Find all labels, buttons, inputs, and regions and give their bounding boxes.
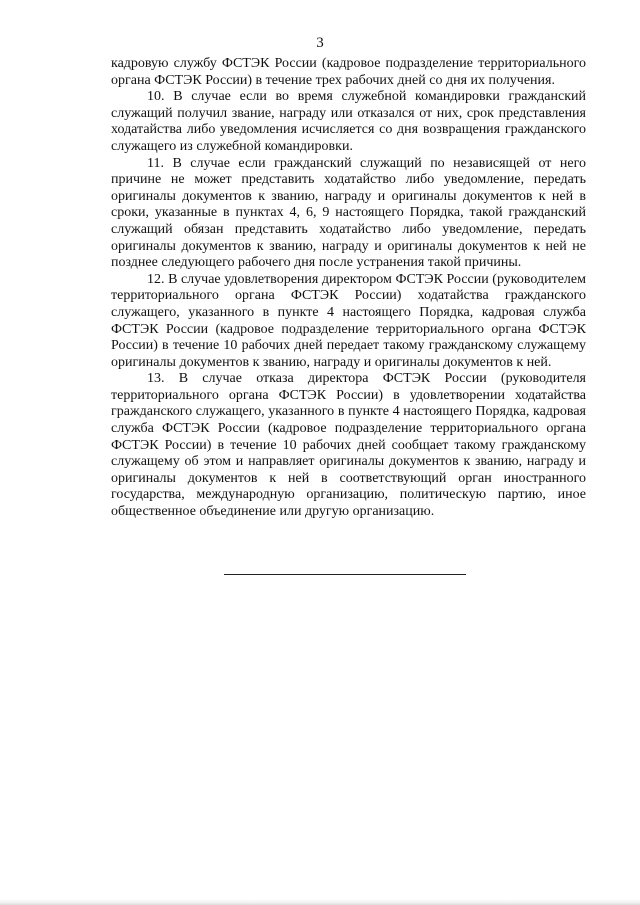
paragraph-11: 11. В случае если гражданский служащий по независящей от него причине не может представить ходатайство либо уведомление, передать оригиналы документов к званию, награду и оригиналы документов к ней в сроки, указанные в пунктах 4, 6, 9 настоящего Порядка, такой гражданский служащий обязан представить ходатайство либо уведомление, передать оригиналы документов к званию, награду и оригиналы документов к ней не позднее следующего рабочего дня после устранения такой причины. xyxy=(111,155,586,271)
paragraph-10: 10. В случае если во время служебной командировки гражданский служащий получил звание, награду или отказался от них, срок представления ходатайства либо уведомления исчисляется со дня возвращения гражданского служащего из служебной командировки. xyxy=(111,89,586,154)
page-number: 3 xyxy=(316,35,324,51)
paragraph-12: 12. В случае удовлетворения директором ФСТЭК России (руководителем территориального органа ФСТЭК России) ходатайства гражданского служащего, указанного в пункте 4 настоящего Порядка, кадровая служба ФСТЭК России (кадровое подразделение территориального органа ФСТЭК России) в течение 10 рабочих дней передает такому гражданскому служащему оригиналы документов к званию, награду и оригиналы документов к ней. xyxy=(111,271,586,370)
end-separator-line xyxy=(224,574,466,575)
paragraph-13: 13. В случае отказа директора ФСТЭК России (руководителя территориального органа ФСТЭК России) в удовлетворении ходатайства гражданского служащего, указанного в пункте 4 настоящего Порядка, кадровая служба ФСТЭК России (кадровое подразделение территориального органа ФСТЭК России) в течение 10 рабочих дней сообщает такому гражданскому служащему об этом и направляет оригиналы документов к званию, награду и оригиналы документов к ней в соответствующий орган иностранного государства, международную организацию, политическую партию, иное общественное объединение или другую организацию. xyxy=(111,371,586,520)
document-body xyxy=(111,56,586,521)
scan-bottom-edge xyxy=(0,899,640,905)
paragraph-continuation: кадровую службу ФСТЭК России (кадровое подразделение территориального органа ФСТЭК России) в течение трех рабочих дней со дня их получения. xyxy=(111,56,586,88)
